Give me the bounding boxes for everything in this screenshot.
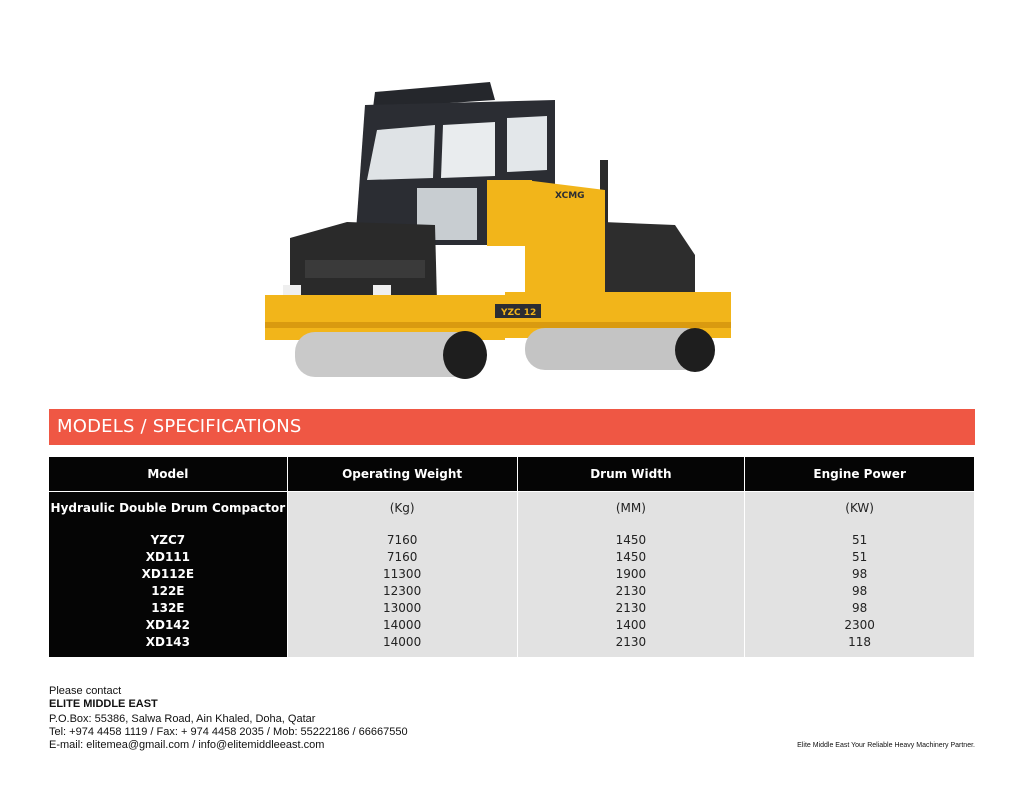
contact-phones: Tel: +974 4458 1119 / Fax: + 974 4458 2035 / Mob: 55222186 / 66667550 <box>49 726 408 738</box>
weight-cell: 13000 <box>288 600 517 617</box>
power-cell: 51 <box>745 549 974 566</box>
model-badge: YZC 12 <box>501 308 537 318</box>
model-cell: XD111 <box>49 549 287 566</box>
table-header-row <box>49 457 974 492</box>
model-cell: 132E <box>49 600 287 617</box>
weight-cell: 7160 <box>288 549 517 566</box>
header-engine-power: Engine Power <box>745 457 974 492</box>
contact-email[interactable]: E-mail: elitemea@gmail.com / info@elitemiddleeast.com <box>49 739 325 751</box>
width-cell: 1900 <box>518 566 745 583</box>
width-cell: 1450 <box>518 532 745 549</box>
power-cell: 2300 <box>745 617 974 634</box>
width-cell: 2130 <box>518 634 745 657</box>
company-name: ELITE MIDDLE EAST <box>49 698 158 710</box>
power-cell: 98 <box>745 566 974 583</box>
headlight-right <box>373 285 391 295</box>
spacer-row <box>49 524 974 532</box>
table-row <box>49 600 974 617</box>
specifications-banner <box>49 409 975 445</box>
weight-cell: 11300 <box>288 566 517 583</box>
width-cell: 2130 <box>518 600 745 617</box>
unit-power: (KW) <box>745 492 974 524</box>
model-cell: YZC7 <box>49 532 287 549</box>
width-cell: 1400 <box>518 617 745 634</box>
header-drum-width: Drum Width <box>518 457 745 492</box>
headlight-left <box>283 285 301 295</box>
power-cell: 118 <box>745 634 974 657</box>
specifications-table <box>48 457 975 657</box>
width-cell: 2130 <box>518 583 745 600</box>
brand-badge: XCMG <box>555 191 585 201</box>
power-cell: 98 <box>745 600 974 617</box>
model-cell: XD143 <box>49 634 287 657</box>
power-cell: 98 <box>745 583 974 600</box>
drum-left-cap <box>443 331 487 379</box>
engine-vent <box>305 260 425 278</box>
company-tagline: Elite Middle East Your Reliable Heavy Machinery Partner. <box>797 742 975 749</box>
header-operating-weight: Operating Weight <box>288 457 517 492</box>
model-cell: XD112E <box>49 566 287 583</box>
cab-window-mid <box>441 122 495 178</box>
table-row <box>49 617 974 634</box>
chassis-stripe <box>265 322 731 328</box>
drum-right-cap <box>675 328 715 372</box>
table-row <box>49 549 974 566</box>
contact-intro: Please contact <box>49 685 122 697</box>
table-row <box>49 583 974 600</box>
cab-window-right <box>507 116 547 172</box>
table-row <box>49 532 974 549</box>
contact-block <box>49 685 408 752</box>
model-cell: 122E <box>49 583 287 600</box>
cab-window-left <box>367 125 435 180</box>
contact-address: P.O.Box: 55386, Salwa Road, Ain Khaled, Doha, Qatar <box>49 713 316 725</box>
table-row <box>49 566 974 583</box>
machine-type-label: Hydraulic Double Drum Compactor <box>49 492 287 524</box>
weight-cell: 14000 <box>288 634 517 657</box>
weight-cell: 14000 <box>288 617 517 634</box>
unit-width: (MM) <box>518 492 745 524</box>
power-cell: 51 <box>745 532 974 549</box>
unit-weight: (Kg) <box>288 492 517 524</box>
header-model: Model <box>49 457 287 492</box>
table-row <box>49 634 974 657</box>
weight-cell: 12300 <box>288 583 517 600</box>
banner-title: MODELS / SPECIFICATIONS <box>57 416 302 437</box>
width-cell: 1450 <box>518 549 745 566</box>
road-roller-image <box>255 70 745 390</box>
model-cell: XD142 <box>49 617 287 634</box>
weight-cell: 7160 <box>288 532 517 549</box>
units-row <box>49 492 974 524</box>
